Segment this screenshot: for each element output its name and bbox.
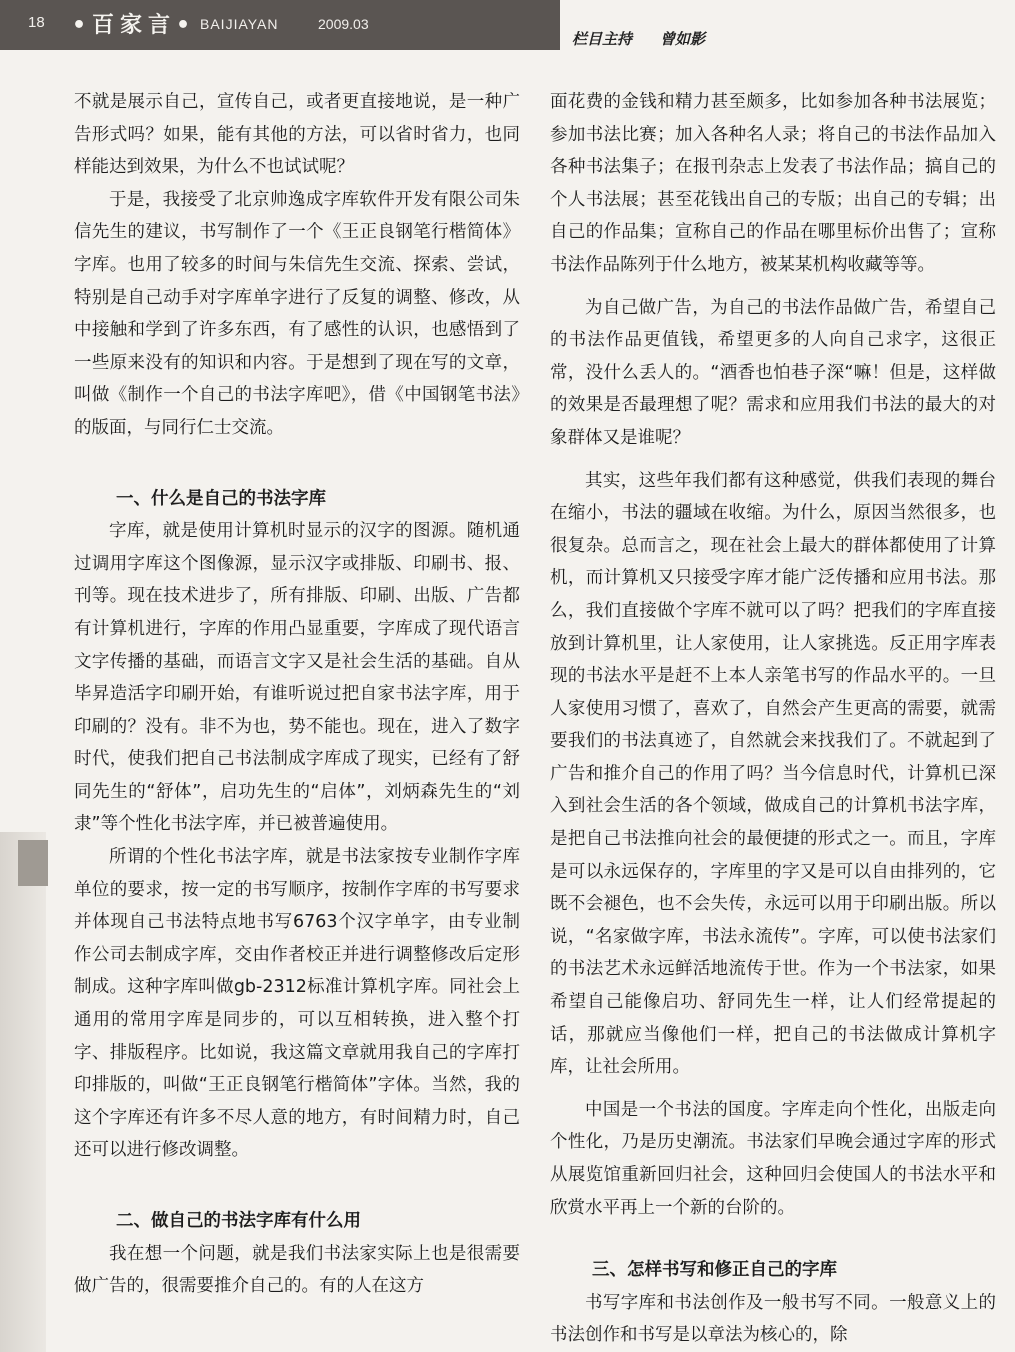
paragraph: 书写字库和书法创作及一般书写不同。一般意义上的书法创作和书写是以章法为核心的，除 <box>550 1292 996 1346</box>
paragraph: 中国是一个书法的国度。字库走向个性化，出版走向个性化，乃是历史潮流。书法家们早晚会通过字库的形式从展览馆重新回归社会，这种回归会使国人的书法水平和欣赏水平再上一个新的台阶的。 <box>550 1099 996 1218</box>
column-host <box>572 28 705 49</box>
section-heading: 二、做自己的书法字库有什么用 <box>116 1211 361 1231</box>
paragraph: 我在想一个问题，就是我们书法家实际上也是很需要做广告的，很需要推介自己的。有的人在这方 <box>74 1243 520 1297</box>
paragraph: 字库，就是使用计算机时显示的汉字的图源。随机通过调用字库这个图像源，显示汉字或排版、印刷书、报、刊等。现在技术进步了，所有排版、印刷、出版、广告都有计算机进行，字库的作用凸显重要，字库成了现代语言文字传播的基础，而语言文字又是社会生活的基础。自从毕昇造活字印刷开始，有谁听说过把自家书法字库，用于印刷的？没有。非不为也，势不能也。现在，进入了数字时代，使我们把自己书法制成字库成了现实，已经有了舒同先生的“舒体”，启功先生的“启体”，刘炳森先生的“刘隶”等个性化书法字库，并已被普遍使用。 <box>74 521 520 835</box>
paragraph: 不就是展示自己，宣传自己，或者更直接地说，是一种广告形式吗？如果，能有其他的方法，可以省时省力，也同样能达到效果，为什么不也试试呢？ <box>74 92 520 178</box>
column-host-label: 栏目主持 <box>572 30 633 48</box>
header-band <box>0 0 560 50</box>
column-host-name: 曾如影 <box>660 30 706 48</box>
paragraph: 于是，我接受了北京帅逸成字库软件开发有限公司朱信先生的建议，书写制作了一个《王正良钢笔行楷简体》字库。也用了较多的时间与朱信先生交流、探索、尝试，特别是自己动手对字库单字进行了反复的调整、修改，从中接触和学到了许多东西，有了感性的认识，也感悟到了一些原来没有的知识和内容。于是想到了现在写的文章，叫做《制作一个自己的书法字库吧》，借《中国钢笔书法》的版面，与同行仁士交流。 <box>74 189 520 438</box>
section-heading: 一、什么是自己的书法字库 <box>116 488 326 509</box>
paragraph: 为自己做广告，为自己的书法作品做广告，希望自己的书法作品更值钱，希望更多的人向自己求字，这很正常，没什么丢人的。“酒香也怕巷子深“嘛！但是，这样做的效果是否最理想了呢？需求和应用我们书法的最大的对象群体又是谁呢？ <box>550 297 996 448</box>
right-column <box>550 86 996 1352</box>
paragraph: 所谓的个性化书法字库，就是书法家按专业制作字库单位的要求，按一定的书写顺序，按制作字库的书写要求并体现自己书法特点地书写6763个汉字单字，由专业制作公司去制成字库，交由作者校正并进行调整修改后定形制成。这种字库叫做gb-2312标准计算机字库。同社会上通用的常用字库是同步的，可以互相转换，进入整个打字、排版程序。比如说，我这篇文章就用我自己的字库打印排版的，叫做“王正良钢笔行楷简体”字体。当然，我的这个字库还有许多不尽人意的地方，有时间精力时，自己还可以进行修改调整。 <box>74 847 520 1161</box>
paragraph: 面花费的金钱和精力甚至颇多，比如参加各种书法展览；参加书法比赛；加入各种名人录；将自己的书法作品加入各种书法集子；在报刊杂志上发表了书法作品；搞自己的个人书法展；甚至花钱出自己的专版；出自己的专辑；出自己的作品集；宣称自己的作品在哪里标价出售了；宣称书法作品陈列于什么地方，被某某机构收藏等等。 <box>550 92 996 275</box>
page-number: 18 <box>28 14 45 31</box>
magazine-pinyin: BAIJIAYAN <box>200 16 279 32</box>
paragraph: 其实，这些年我们都有这种感觉，供我们表现的舞台在缩小，书法的疆域在收缩。为什么，原因当然很多，也很复杂。总而言之，现在社会上最大的群体都使用了计算机，而计算机又只接受字库才能广泛传播和应用书法。那么，我们直接做个字库不就可以了吗？把我们的字库直接放到计算机里，让人家使用，让人家挑选。反正用字库表现的书法水平是赶不上本人亲笔书写的作品水平的。一旦人家使用习惯了，喜欢了，自然会产生更高的需要，就需要我们的书法真迹了，自然就会来找我们了。不就起到了广告和推介自己的作用了吗？当今信息时代，计算机已深入到社会生活的各个领域，做成自己的计算机书法字库，是把自己书法推向社会的最便捷的形式之一。而且，字库是可以永远保存的，字库里的字又是可以自由排列的，它既不会褪色，也不会失传，永远可以用于印刷出版。所以说，“名家做字库，书法永流传”。字库，可以使书法家们的书法艺术永远鲜活地流传于世。作为一个书法家，如果希望自己能像启功、舒同先生一样，让人们经常提起的话，那就应当像他们一样，把自己的书法做成计算机字库，让社会所用。 <box>550 470 996 1078</box>
section-heading: 三、怎样书写和修正自己的字库 <box>592 1260 837 1281</box>
left-column <box>74 86 520 1303</box>
margin-block <box>18 840 48 886</box>
magazine-name: •百家言• <box>72 13 197 38</box>
margin-strip <box>0 832 46 1352</box>
issue-date: 2009.03 <box>318 16 369 32</box>
